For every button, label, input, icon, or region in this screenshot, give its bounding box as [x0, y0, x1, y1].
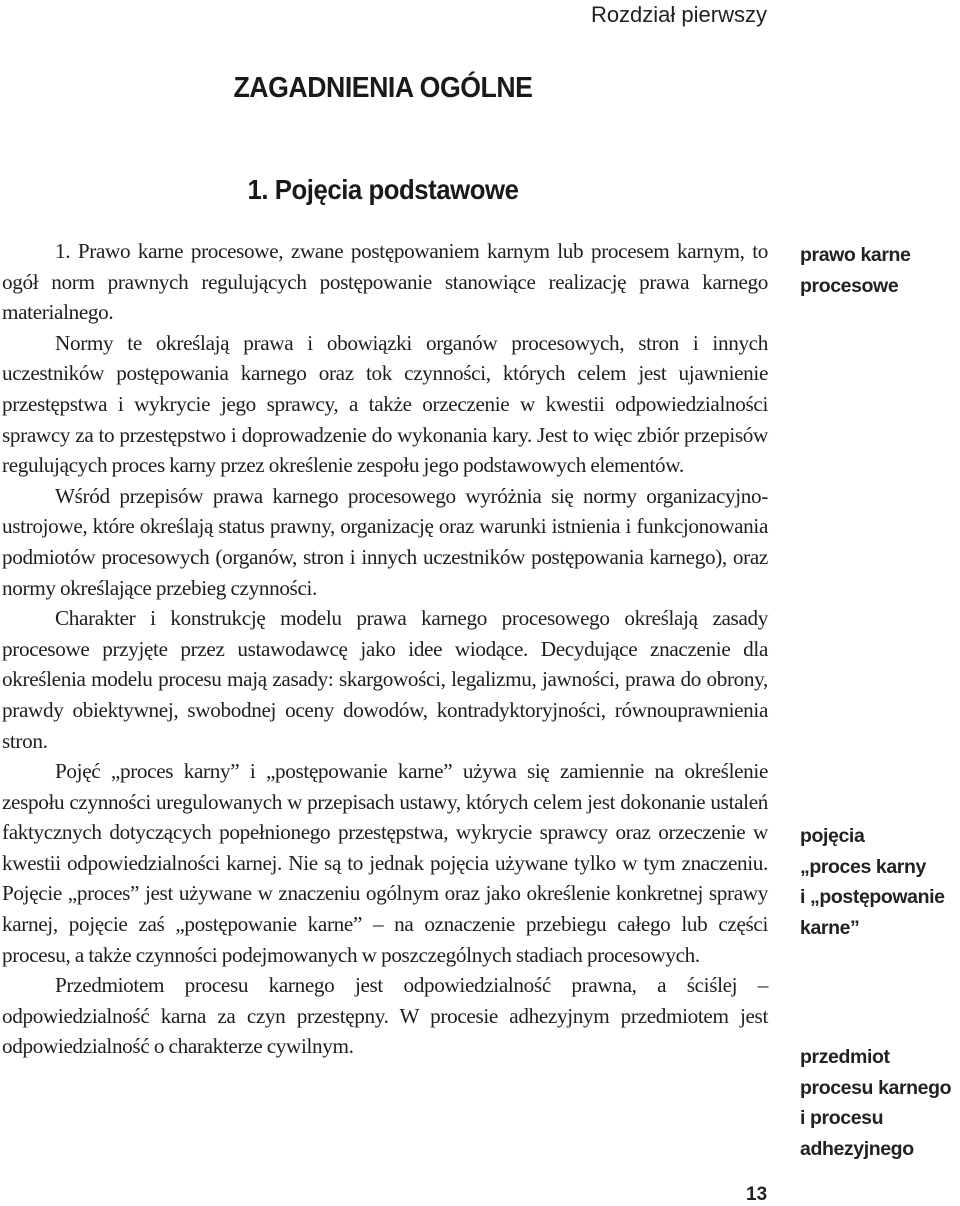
margin-note-pojecia	[800, 821, 960, 943]
paragraph: Pojęć „proces karny” i „postępowanie karne” używa się zamiennie na określenie zespołu czynności uregulowanych w przepisach ustawy, których celem jest dokonanie ustaleń faktycznych dotyczących popełnionego przestępstwa, wykrycie sprawcy oraz orzeczenie w kwestii odpowiedzialności karnej. Nie są to jednak pojęcia używane tylko w tym znaczeniu. Pojęcie „proces” jest używane w znaczeniu ogólnym oraz jako określenie konkretnej sprawy karnej, pojęcie zaś „postępowanie karne” – na oznaczenie przebiegu całego lub części procesu, a także czynności podejmowanych w poszczególnych stadiach procesowych.	[2, 759, 768, 967]
margin-note-prawo-karne-procesowe	[800, 240, 960, 301]
margin-note-line: procesu karnego	[800, 1076, 952, 1099]
paragraph: Przedmiotem procesu karnego jest odpowiedzialność prawna, a ściślej – odpowiedzialność karna za czyn przestępny. W procesie adhezyjnym przedmiotem jest odpowiedzialność o charakterze cywilnym.	[2, 973, 768, 1059]
margin-note-line: i „postępowanie	[800, 886, 945, 909]
margin-note-line: przedmiot	[800, 1046, 890, 1068]
paragraph: 1. Prawo karne procesowe, zwane postępowaniem karnym lub procesem karnym, to ogół norm prawnych regulujących postępowanie stanowiące realizację prawa karnego materialnego.	[2, 239, 768, 325]
margin-note-line: karne”	[800, 916, 860, 939]
body-text	[2, 236, 768, 1062]
paragraph: Normy te określają prawa i obowiązki organów procesowych, stron i innych uczestników postępowania karnego oraz tok czynności, których celem jest ujawnienie przestępstwa i wykrycie jego sprawcy, a także orzeczenie w kwestii odpowiedzialności sprawcy za to przestępstwo i doprowadzenie do wykonania kary. Jest to więc zbiór przepisów regulujących proces karny przez określenie zespołu jego podstawowych elementów.	[2, 330, 768, 478]
margin-note-line: prawo karne	[800, 244, 911, 266]
running-head: Rozdział pierwszy	[590, 2, 767, 27]
paragraph: Wśród przepisów prawa karnego procesowego wyróżnia się normy organizacyjno-ustrojowe, które określają status prawny, organizację oraz warunki istnienia i funkcjonowania podmiotów procesowych (organów, stron i innych uczestników postępowania karnego), oraz normy określające przebieg czynności.	[2, 483, 768, 600]
margin-note-line: „proces karny	[800, 855, 926, 878]
margin-note-line: procesowe	[800, 274, 899, 297]
margin-note-line: adhezyjnego	[800, 1137, 914, 1160]
margin-note-line: pojęcia	[800, 825, 865, 847]
chapter-title: ZAGADNIENIA OGÓLNE	[233, 72, 533, 104]
margin-note-line: i procesu	[800, 1107, 884, 1130]
page-number: 13	[746, 1184, 768, 1205]
paragraph: Charakter i konstrukcję modelu prawa karnego procesowego określają zasady procesowe przyjęte przez ustawodawcę jako idee wiodące. Decydujące znaczenie dla określenia modelu procesu mają zasady: skargowości, legalizmu, jawności, prawa do obrony, prawdy obiektywnej, swobodnej oceny dowodów, kontradyktoryjności, równouprawnienia stron.	[2, 606, 768, 753]
margin-note-przedmiot	[800, 1042, 960, 1164]
section-title: 1. Pojęcia podstawowe	[247, 174, 519, 205]
